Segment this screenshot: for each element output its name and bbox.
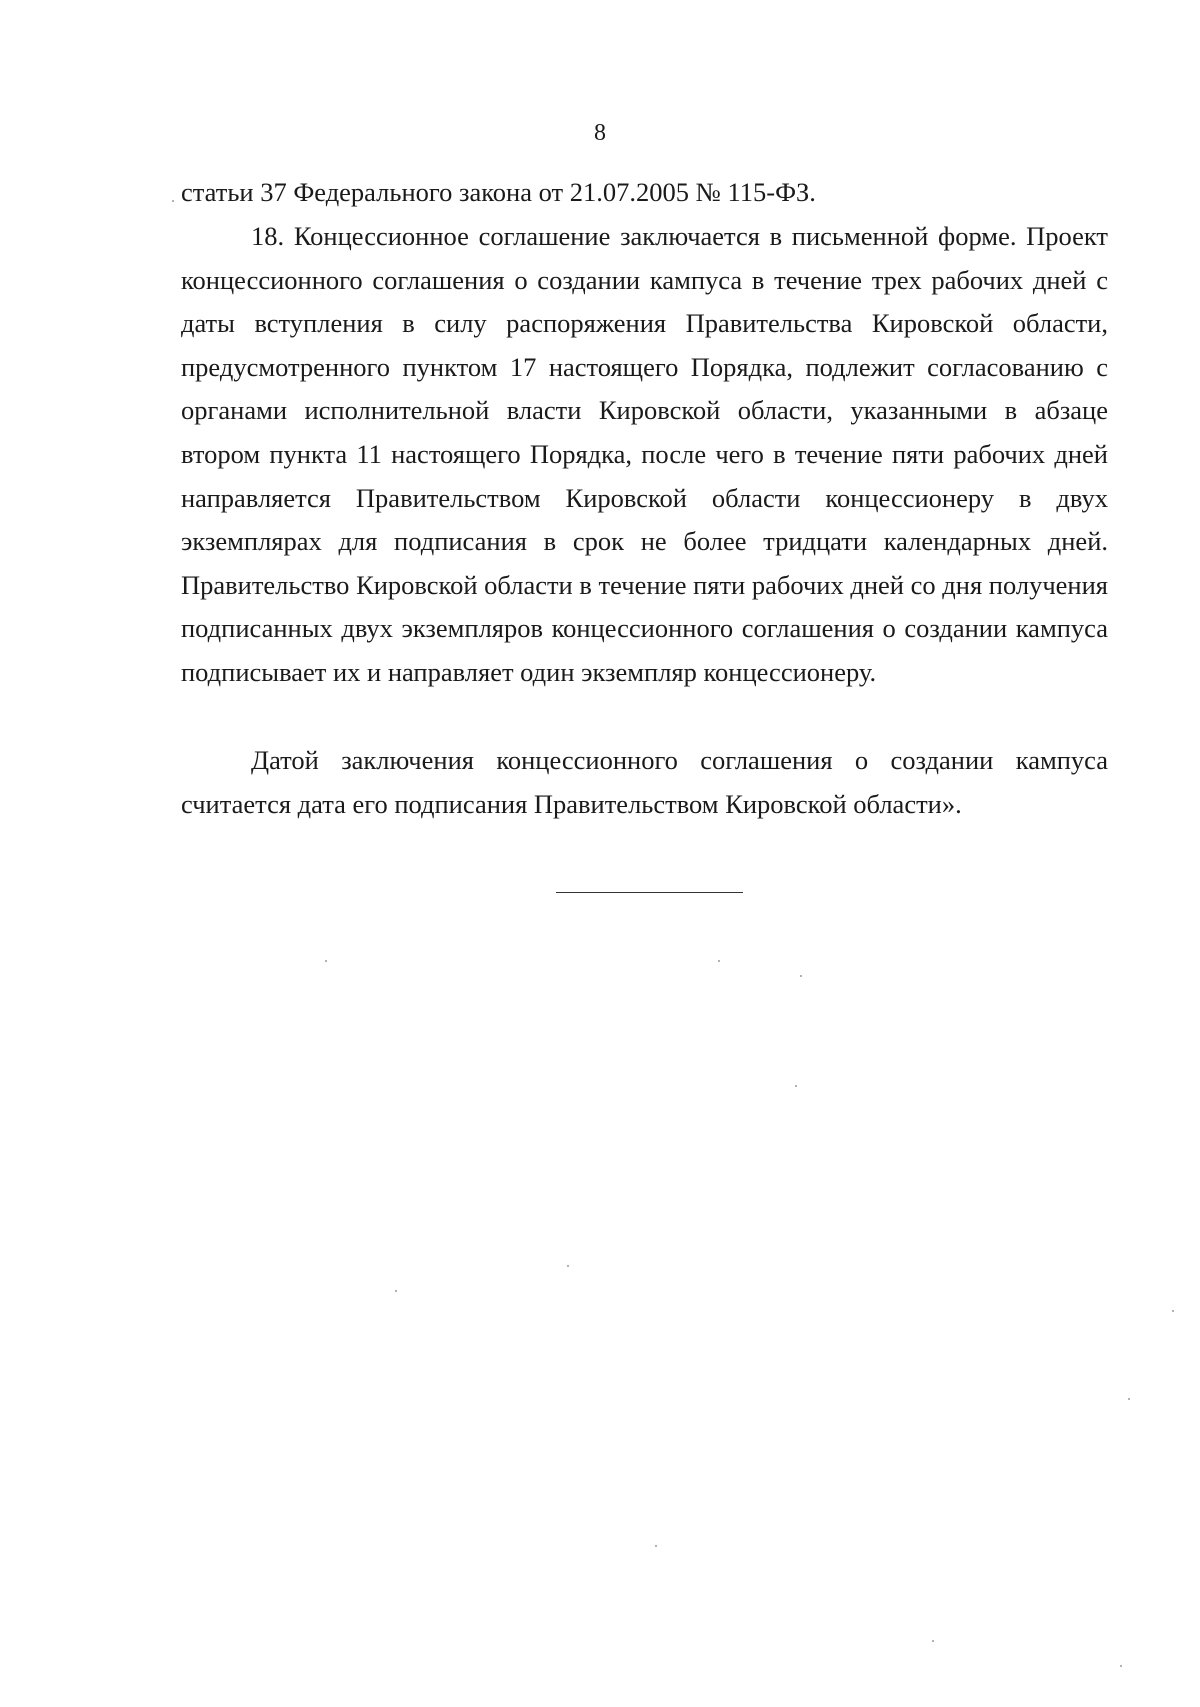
scan-speck bbox=[655, 1545, 657, 1547]
scan-speck bbox=[567, 1265, 569, 1267]
scan-speck bbox=[800, 975, 802, 977]
closing-paragraph: Датой заключения концессионного соглашения о создании кампуса считается дата его подписания Правительством Кировской области». bbox=[181, 745, 1108, 819]
scan-speck bbox=[395, 1290, 397, 1292]
scan-speck bbox=[172, 200, 174, 202]
continuation-line: статьи 37 Федерального закона от 21.07.2005 № 115-ФЗ. bbox=[181, 177, 816, 207]
scan-speck bbox=[932, 1640, 934, 1642]
continuation-line-block bbox=[181, 171, 1108, 215]
paragraph-18: 18. Концессионное соглашение заключается в письменной форме. Проект концессионного соглашения о создании кампуса в течение трех рабочих дней с даты вступления в силу распоряжения Правительства Кировской области, предусмотренного пунктом 17 настоящего Порядка, подлежит согласованию с органами исполнительной власти Кировской области, указанными в абзаце втором пункта 11 настоящего Порядка, после чего в течение пяти рабочих дней направляется Правительством Кировской области концессионеру в двух экземплярах для подписания в срок не более тридцати календарных дней. Правительство Кировской области в течение пяти рабочих дней со дня получения подписанных двух экземпляров концессионного соглашения о создании кампуса подписывает их и направляет один экземпляр концессионеру. bbox=[181, 221, 1108, 687]
scan-speck bbox=[795, 1085, 797, 1087]
scan-speck bbox=[718, 960, 720, 962]
page-number: 8 bbox=[594, 120, 606, 146]
paragraph-18-block bbox=[181, 215, 1108, 695]
scan-speck bbox=[1128, 1398, 1130, 1400]
end-of-text-rule bbox=[556, 892, 743, 893]
scan-speck bbox=[325, 960, 327, 962]
closing-paragraph-block bbox=[181, 739, 1108, 826]
scan-speck bbox=[1172, 1310, 1174, 1312]
scan-speck bbox=[1120, 1665, 1122, 1667]
